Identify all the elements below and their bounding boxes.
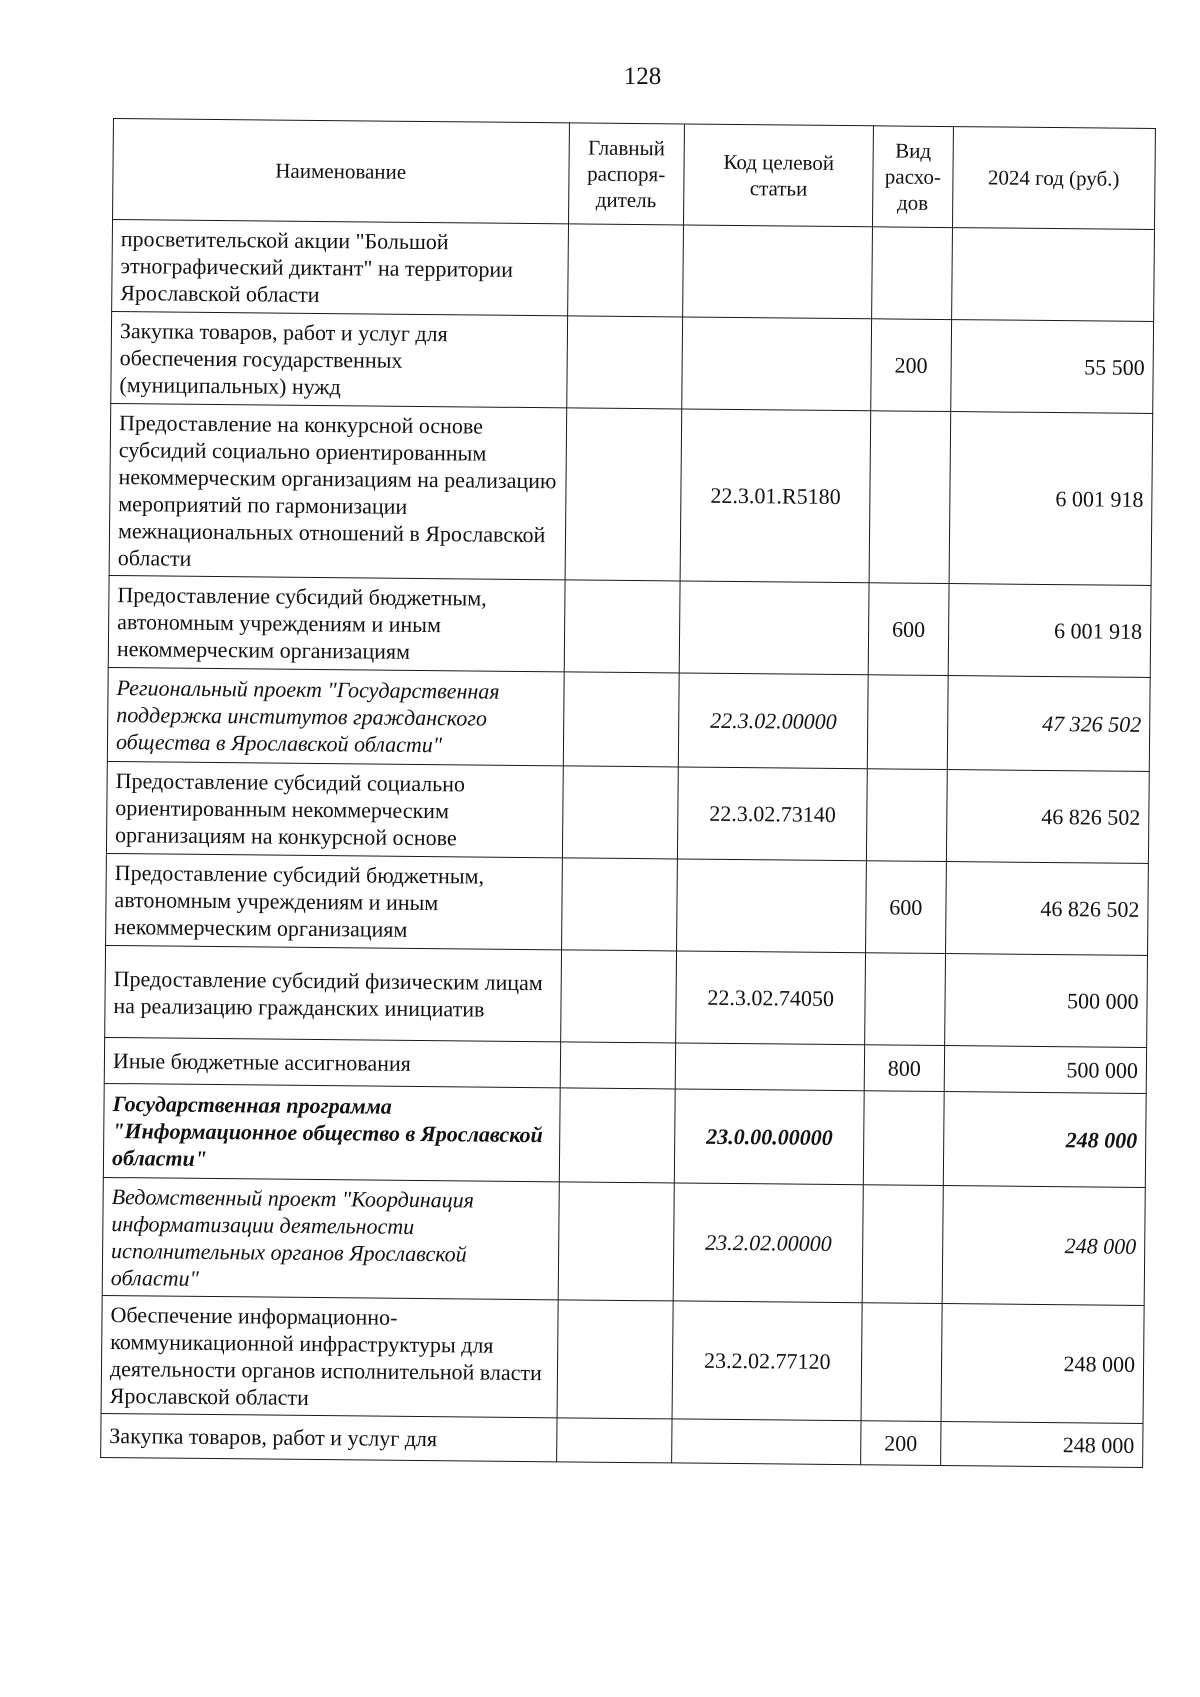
row-code: 23.0.00.00000	[674, 1089, 864, 1185]
row-amount: 6 001 918	[948, 584, 1151, 678]
table-row	[101, 1295, 1144, 1423]
table-row	[105, 945, 1148, 1047]
row-expense-type	[862, 1185, 942, 1304]
row-name: Иные бюджетные ассигнования	[104, 1037, 560, 1087]
row-manager	[564, 580, 680, 673]
row-amount: 248 000	[941, 1304, 1145, 1424]
row-code	[677, 859, 867, 953]
table-row	[109, 403, 1153, 585]
row-name: Предоставление субсидий социально ориентированным некоммерческим организациям на конкурсной основе	[106, 761, 562, 857]
row-name: Региональный проект "Государственная поддержка институтов гражданского общества в Ярославской области"	[107, 667, 563, 765]
budget-table-sheet	[100, 118, 1156, 1468]
row-expense-type: 200	[871, 319, 951, 412]
table-row	[101, 1413, 1143, 1467]
row-code: 22.3.02.73140	[677, 767, 867, 861]
row-amount: 6 001 918	[949, 412, 1153, 586]
row-name: Предоставление субсидий физическим лицам на реализацию гражданских инициатив	[105, 945, 561, 1041]
row-amount: 248 000	[940, 1422, 1143, 1468]
row-name: просветительской акции "Большой этнографический диктант" на территории Ярославской области	[112, 220, 568, 316]
table-row	[111, 311, 1154, 413]
row-code	[675, 1043, 865, 1091]
row-name: Предоставление на конкурсной основе субсидий социально ориентированным некоммерческим организациям на реализацию мероприятий по гармонизации межнациональных отношений в Ярославской области	[109, 403, 566, 579]
row-code	[683, 225, 873, 319]
row-expense-type	[861, 1303, 941, 1422]
row-code: 22.3.02.00000	[678, 673, 868, 769]
row-manager	[560, 950, 676, 1043]
row-manager	[556, 1418, 672, 1463]
row-expense-type: 600	[868, 583, 948, 676]
row-expense-type	[869, 411, 950, 584]
row-expense-type: 600	[866, 861, 946, 954]
table-header-row	[113, 119, 1156, 230]
row-code: 23.2.02.77120	[672, 1301, 862, 1421]
row-expense-type	[867, 769, 947, 862]
row-expense-type	[864, 1091, 944, 1186]
row-name: Государственная программа "Информационное общество в Ярославской области"	[103, 1083, 559, 1181]
row-expense-type	[865, 953, 945, 1046]
row-manager	[559, 1088, 675, 1183]
row-name: Закупка товаров, работ и услуг для обеспечения государственных (муниципальных) нужд	[111, 311, 567, 407]
row-code: 22.3.02.74050	[676, 951, 866, 1045]
row-manager	[565, 408, 682, 581]
header-expense-type: Вид расхо-дов	[873, 126, 953, 228]
row-code: 23.2.02.00000	[673, 1183, 863, 1303]
row-code	[679, 581, 869, 675]
row-expense-type	[872, 227, 952, 320]
page-number: 128	[623, 63, 662, 90]
row-code	[682, 317, 872, 411]
row-name: Закупка товаров, работ и услуг для	[101, 1413, 557, 1461]
table-row	[103, 1083, 1146, 1187]
row-manager	[561, 858, 677, 951]
table-row	[107, 667, 1150, 771]
table-row	[102, 1177, 1145, 1305]
row-name: Предоставление субсидий бюджетным, автономным учреждениям и иным некоммерческим организациям	[106, 853, 562, 949]
row-manager	[562, 766, 678, 859]
header-code: Код целевой статьи	[684, 124, 874, 227]
row-amount	[951, 228, 1154, 322]
row-manager	[567, 224, 683, 317]
row-amount: 248 000	[943, 1092, 1146, 1188]
table-row	[112, 220, 1155, 322]
row-amount: 55 500	[950, 320, 1153, 414]
header-year: 2024 год (руб.)	[952, 127, 1155, 230]
row-expense-type	[868, 675, 948, 770]
row-amount: 500 000	[944, 954, 1147, 1048]
row-amount: 500 000	[944, 1046, 1147, 1094]
row-manager	[563, 672, 679, 767]
table-row	[108, 575, 1151, 677]
table-row	[106, 853, 1149, 955]
row-manager	[557, 1300, 674, 1419]
header-manager: Главный распоря-дитель	[568, 123, 684, 225]
row-amount: 46 826 502	[946, 770, 1149, 864]
budget-table	[100, 118, 1156, 1468]
row-code	[672, 1419, 862, 1465]
row-amount: 248 000	[942, 1186, 1146, 1306]
row-name: Предоставление субсидий бюджетным, автономным учреждениям и иным некоммерческим организациям	[108, 575, 564, 671]
row-code: 22.3.01.R5180	[680, 409, 871, 583]
table-row	[106, 761, 1149, 863]
row-amount: 47 326 502	[947, 676, 1150, 772]
header-name: Наименование	[113, 119, 569, 224]
row-amount: 46 826 502	[945, 862, 1148, 956]
row-expense-type: 800	[864, 1045, 944, 1092]
row-manager	[558, 1182, 675, 1301]
row-manager	[566, 316, 682, 409]
row-manager	[560, 1042, 676, 1089]
row-expense-type: 200	[861, 1421, 941, 1466]
row-name: Обеспечение информационно-коммуникационной инфраструктуры для деятельности органов исполнительной власти Ярославской области	[101, 1295, 558, 1417]
row-name: Ведомственный проект "Координация информатизации деятельности исполнительных органов Ярославской области"	[102, 1177, 559, 1299]
